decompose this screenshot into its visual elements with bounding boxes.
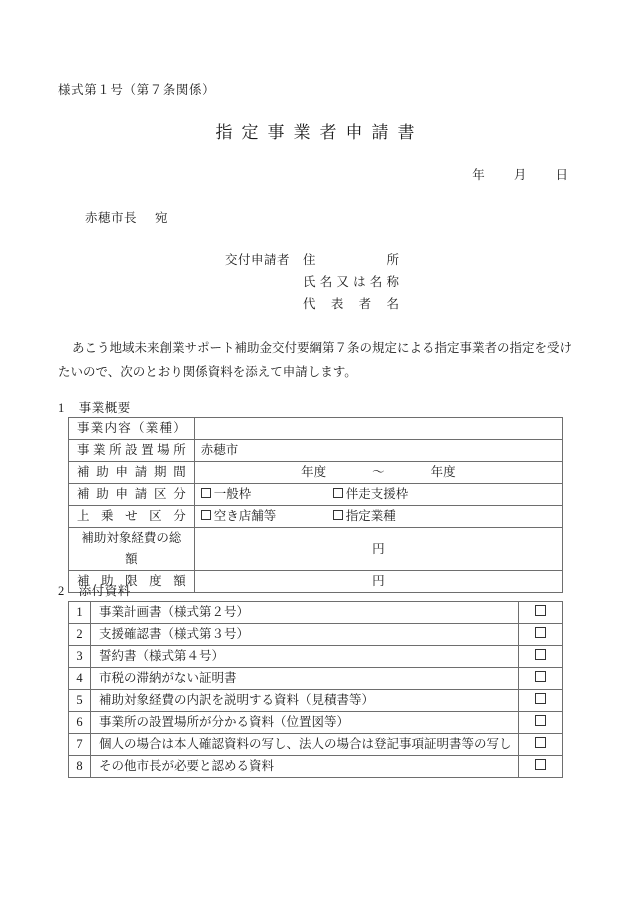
row-value-addon-category [194, 506, 562, 528]
attachment-document: 事業所の設置場所が分かる資料（位置図等） [90, 712, 518, 734]
attachment-document: 個人の場合は本人確認資料の写し、法人の場合は登記事項証明書等の写し [90, 734, 518, 756]
attachment-checkbox-cell[interactable] [519, 756, 563, 778]
table-row [69, 418, 563, 440]
checkbox-option-general[interactable] [201, 484, 333, 505]
table-row [69, 484, 563, 506]
attachment-checkbox-cell[interactable] [519, 646, 563, 668]
business-overview-table [68, 417, 563, 593]
period-to: 年度 [430, 465, 456, 479]
applicant-block [225, 250, 399, 316]
applicant-field-name: 氏名又は名称 [303, 275, 399, 289]
checkbox-label-vacant-store: 空き店舗等 [213, 509, 277, 523]
period-from: 年度 [301, 465, 327, 479]
applicant-row-address [225, 250, 399, 272]
attachments-table [68, 601, 563, 778]
row-label-application-category: 補助申請区分 [69, 484, 195, 506]
checkbox-icon[interactable] [535, 627, 546, 638]
attachment-number: 6 [69, 712, 91, 734]
period-tilde: ～ [372, 465, 385, 479]
table-row [69, 646, 563, 668]
attachment-document: 補助対象経費の内訳を説明する資料（見積書等） [90, 690, 518, 712]
attachment-document: 事業計画書（様式第２号） [90, 602, 518, 624]
section-2-title: 添付資料 [78, 584, 131, 598]
addressee-suffix: 宛 [155, 211, 169, 225]
table-row [69, 462, 563, 484]
section-2-heading [58, 581, 131, 599]
table-row [69, 571, 563, 593]
checkbox-option-vacant-store[interactable] [201, 506, 333, 527]
row-label-addon-category: 上乗せ区分 [69, 506, 195, 528]
row-label-subsidy-limit: 補助限度額 [69, 571, 195, 593]
applicant-field-representative: 代表者名 [303, 297, 399, 311]
attachment-document: 誓約書（様式第４号） [90, 646, 518, 668]
attachment-document: 市税の滞納がない証明書 [90, 668, 518, 690]
row-label-location: 事業所設置場所 [69, 440, 195, 462]
attachment-number: 4 [69, 668, 91, 690]
checkbox-icon[interactable] [535, 693, 546, 704]
row-value-period[interactable] [194, 462, 562, 484]
checkbox-icon[interactable] [535, 715, 546, 726]
checkbox-option-support[interactable] [333, 484, 409, 505]
attachment-checkbox-cell[interactable] [519, 734, 563, 756]
checkbox-icon[interactable] [333, 488, 343, 498]
row-label-total-expenses: 補助対象経費の総額 [69, 528, 195, 571]
applicant-row-name [225, 272, 399, 294]
applicant-label: 交付申請者 [225, 253, 291, 267]
checkbox-icon[interactable] [201, 488, 211, 498]
page-title: 指定事業者申請書 [215, 123, 424, 142]
attachment-checkbox-cell[interactable] [519, 602, 563, 624]
date-year: 年 [472, 168, 485, 182]
addressee-name: 赤穂市長 [85, 211, 138, 225]
checkbox-icon[interactable] [535, 605, 546, 616]
attachment-number: 3 [69, 646, 91, 668]
checkbox-icon[interactable] [535, 671, 546, 682]
section-2-number: 2 [58, 584, 65, 598]
attachment-number: 8 [69, 756, 91, 778]
attachment-document: その他市長が必要と認める資料 [90, 756, 518, 778]
form-number: 様式第１号（第７条関係） [58, 83, 216, 97]
checkbox-icon[interactable] [201, 510, 211, 520]
table-row [69, 734, 563, 756]
checkbox-label-designated-industry: 指定業種 [345, 509, 396, 523]
section-1-heading [58, 398, 131, 416]
attachment-checkbox-cell[interactable] [519, 712, 563, 734]
applicant-field-address: 住所 [303, 253, 399, 267]
table-row [69, 690, 563, 712]
section-1-number: 1 [58, 401, 65, 415]
row-value-total-expenses[interactable]: 円 [194, 528, 562, 571]
row-label-period: 補助申請期間 [69, 462, 195, 484]
section-1-title: 事業概要 [78, 401, 131, 415]
attachment-number: 1 [69, 602, 91, 624]
date-line [472, 165, 568, 183]
attachment-document: 支援確認書（様式第３号） [90, 624, 518, 646]
table-row [69, 624, 563, 646]
attachment-checkbox-cell[interactable] [519, 690, 563, 712]
checkbox-label-support: 伴走支援枠 [345, 487, 409, 501]
body-paragraph [58, 336, 572, 384]
checkbox-icon[interactable] [333, 510, 343, 520]
checkbox-label-general: 一般枠 [213, 487, 252, 501]
checkbox-icon[interactable] [535, 759, 546, 770]
checkbox-option-designated-industry[interactable] [333, 506, 396, 527]
attachment-checkbox-cell[interactable] [519, 668, 563, 690]
attachment-number: 5 [69, 690, 91, 712]
date-month: 月 [513, 168, 527, 182]
table-row [69, 440, 563, 462]
row-value-location[interactable]: 赤穂市 [194, 440, 562, 462]
row-value-business-content[interactable] [194, 418, 562, 440]
table-row [69, 506, 563, 528]
checkbox-icon[interactable] [535, 737, 546, 748]
addressee [85, 208, 168, 226]
row-value-application-category [194, 484, 562, 506]
checkbox-icon[interactable] [535, 649, 546, 660]
attachment-checkbox-cell[interactable] [519, 624, 563, 646]
attachment-number: 2 [69, 624, 91, 646]
body-text: あこう地域未来創業サポート補助金交付要綱第７条の規定による指定事業者の指定を受けたいので、次のとおり関係資料を添えて申請します。 [58, 341, 573, 379]
applicant-row-representative [225, 294, 399, 316]
table-row [69, 602, 563, 624]
attachment-number: 7 [69, 734, 91, 756]
table-row [69, 712, 563, 734]
table-row [69, 528, 563, 571]
date-day: 日 [555, 168, 568, 182]
row-value-subsidy-limit[interactable]: 円 [194, 571, 562, 593]
row-label-business-content: 事業内容（業種） [69, 418, 195, 440]
table-row [69, 756, 563, 778]
table-row [69, 668, 563, 690]
